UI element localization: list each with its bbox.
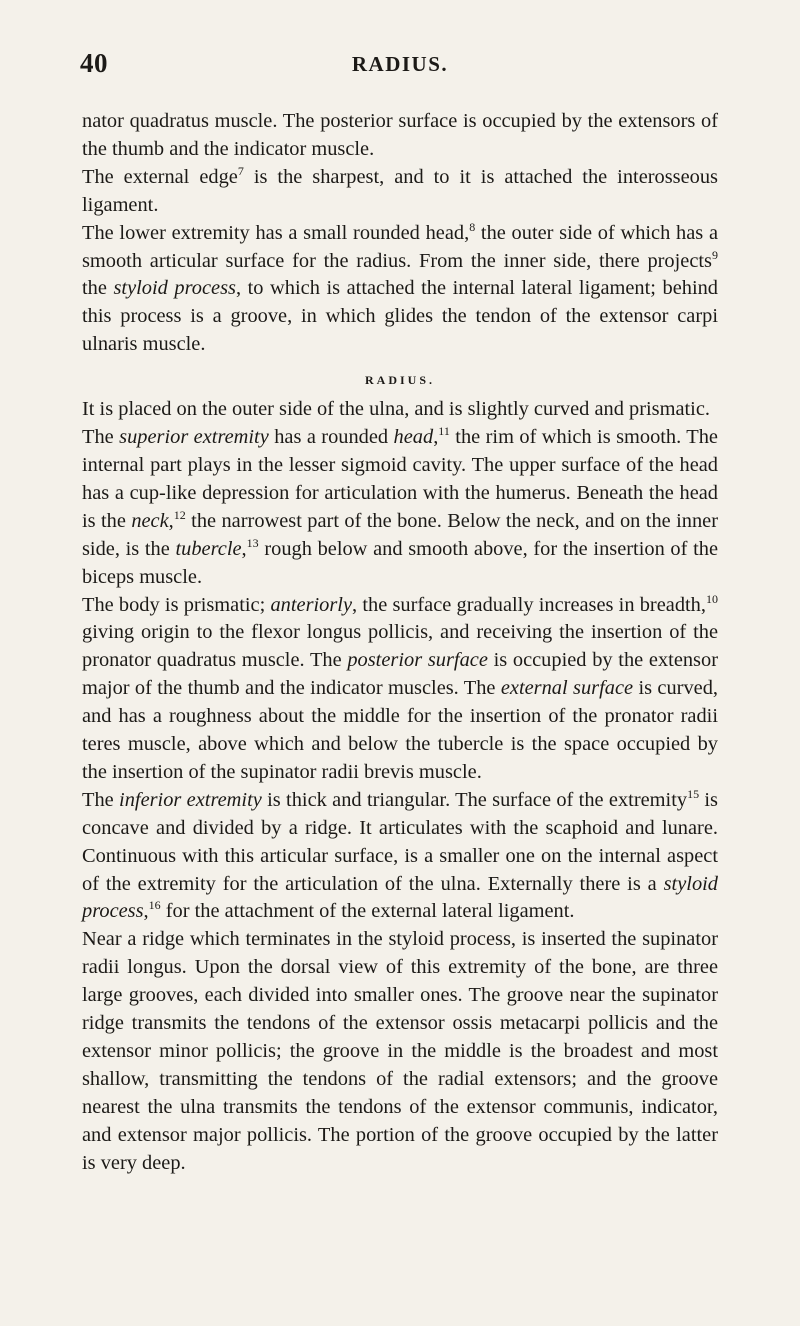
- text-run: is curved, and has a roughness about the middle for the insertion of the pronator radii teres muscle, above which and below the tubercle is the space occupied by the insertion of the supinator radii brevis muscle.: [82, 677, 718, 783]
- footnote-marker: 13: [246, 535, 259, 550]
- text-run: for the attachment of the external lateral ligament.: [160, 900, 575, 923]
- italic-term: head: [393, 426, 434, 449]
- footnote-marker: 10: [705, 591, 718, 606]
- paragraph: [82, 926, 718, 1177]
- text-run: The: [82, 788, 120, 811]
- footnote-marker: 9: [712, 247, 718, 262]
- text-run: the: [82, 277, 114, 300]
- text-run: is thick and triangular. The surface of the extremity: [261, 788, 688, 811]
- paragraph: [82, 424, 718, 591]
- text-run: the narrowest part of the bone. Below the neck, and on the inner side, is the: [82, 509, 718, 560]
- text-run: has a rounded: [268, 426, 394, 449]
- text-run: ,: [433, 426, 439, 449]
- radius-section: [82, 396, 718, 1177]
- italic-term: tubercle: [175, 537, 242, 560]
- text-run: giving origin to the flexor longus pollicis, and receiving the insertion of the pronator quadratus muscle. The: [82, 621, 718, 672]
- italic-term: anteriorly: [270, 593, 353, 616]
- text-run: rough below and smooth above, for the insertion of the biceps muscle.: [82, 537, 719, 588]
- footnote-marker: 7: [237, 164, 244, 179]
- body-text: [82, 108, 718, 1178]
- text-run: ,: [241, 537, 247, 560]
- text-run: , to which is attached the internal lateral ligament; behind this process is a groove, in which glides the tendon of the extensor carpi ulnaris muscle.: [82, 277, 719, 356]
- italic-term: styloid process: [113, 277, 236, 300]
- italic-term: superior extremity: [119, 426, 269, 449]
- text-run: the outer side of which has a smooth articular surface for the radius. From the inner side, there projects: [82, 221, 718, 272]
- italic-term: neck: [131, 509, 169, 532]
- italic-term: external surface: [500, 677, 634, 700]
- footnote-marker: 15: [687, 787, 700, 802]
- text-run: The lower extremity has a small rounded head,: [82, 221, 470, 244]
- italic-term: styloid process: [82, 872, 718, 923]
- running-head: RADIUS.: [351, 52, 449, 76]
- text-run: Near a ridge which terminates in the styloid process, is inserted the supinator radii longus. Upon the dorsal view of this extremity of the bone, are three large grooves, each divided into smaller ones. The groove near the supinator ridge transmits the tendons of the extensor ossis metacarpi pollicis and the extensor minor pollicis; the groove in the middle is the broadest and most shallow, transmitting the tendons of the radial extensors; and the groove nearest the ulna transmits the tendons of the extensor communis, indicator, and extensor major pollicis. The portion of the groove occupied by the latter is very deep.: [82, 928, 718, 1174]
- footnote-marker: 8: [469, 219, 476, 234]
- text-run: ,: [143, 900, 149, 923]
- text-run: ,: [168, 509, 174, 532]
- text-run: is the sharpest, and to it is attached the interosseous ligament.: [82, 165, 718, 216]
- paragraph: [82, 396, 718, 424]
- text-run: is concave and divided by a ridge. It articulates with the scaphoid and lunare. Continuous with this articular surface, is a smaller one on the internal aspect of the extremity for the articulation of the ulna. Externally there is a: [82, 788, 718, 895]
- italic-term: posterior surface: [347, 649, 488, 672]
- page-number: 40: [80, 48, 108, 78]
- paragraph: [82, 108, 718, 164]
- section-heading: RADIUS.: [364, 373, 435, 388]
- paragraph: [82, 164, 718, 220]
- paragraph: [82, 787, 718, 927]
- paragraph: [82, 592, 718, 787]
- paragraph: [82, 220, 718, 360]
- text-run: nator quadratus muscle. The posterior surface is occupied by the extensors of the thumb and the indicator muscle.: [82, 110, 718, 160]
- text-run: It is placed on the outer side of the ulna, and is slightly curved and prismatic.: [82, 398, 710, 421]
- footnote-marker: 16: [148, 898, 161, 913]
- text-run: the rim of which is smooth. The internal part plays in the lesser sigmoid cavity. The upper surface of the head has a cup-like depression for articulation with the humerus. Beneath the head is the: [82, 426, 718, 532]
- text-run: is occupied by the extensor major of the thumb and the indicator muscles. The: [82, 649, 718, 700]
- footnote-marker: 11: [438, 424, 450, 439]
- text-run: The: [82, 426, 120, 449]
- footnote-marker: 12: [173, 507, 186, 522]
- text-run: The body is prismatic;: [82, 593, 271, 616]
- text-run: , the surface gradually increases in breadth,: [352, 593, 706, 616]
- ulna-section: [82, 108, 718, 359]
- italic-term: inferior extremity: [119, 788, 262, 811]
- text-run: The external edge: [82, 165, 238, 188]
- page-header: [80, 48, 720, 82]
